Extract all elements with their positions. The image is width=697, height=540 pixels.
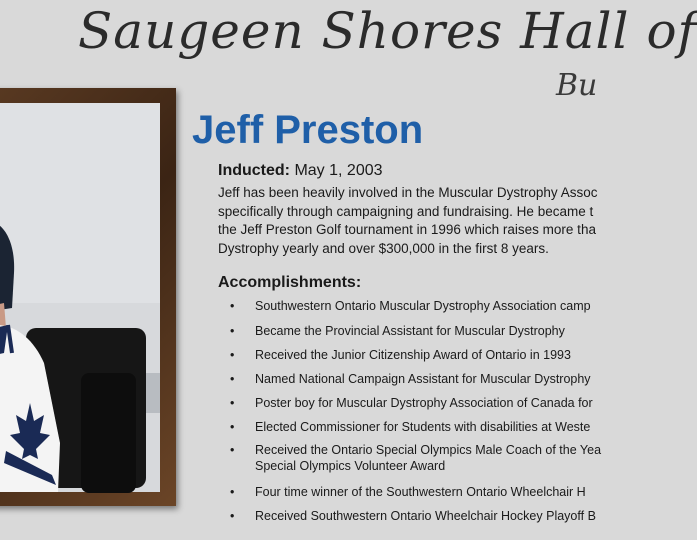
portrait-frame	[0, 88, 176, 506]
accomplishment-text: Received the Junior Citizenship Award of Ontario in 1993	[255, 348, 571, 362]
inducted-date-line	[218, 162, 383, 180]
bullet-icon: •	[230, 443, 235, 457]
accomplishment-item	[230, 395, 650, 419]
biography	[218, 184, 638, 258]
accomplishments-heading: Accomplishments:	[218, 274, 362, 291]
accomplishment-item	[230, 298, 650, 323]
bullet-icon: •	[230, 485, 235, 499]
accomplishment-text: Became the Provincial Assistant for Muscular Dystrophy	[255, 324, 565, 338]
bio-line: the Jeff Preston Golf tournament in 1996 which raises more tha	[218, 222, 596, 237]
hall-of-fame-title: Saugeen Shores Hall of	[78, 2, 697, 60]
category-subtitle: Bu	[556, 68, 598, 103]
accomplishment-text: Elected Commissioner for Students with disabilities at Weste	[255, 420, 591, 434]
accomplishment-text: Four time winner of the Southwestern Ontario Wheelchair H	[255, 485, 586, 499]
accomplishment-item	[230, 508, 650, 528]
accomplishment-item	[230, 442, 650, 484]
accomplishment-item	[230, 323, 650, 347]
accomplishment-item	[230, 347, 650, 371]
inductee-photo	[0, 103, 160, 492]
accomplishment-text: Special Olympics Volunteer Award	[255, 459, 446, 473]
bullet-icon: •	[230, 420, 235, 434]
bullet-icon: •	[230, 372, 235, 386]
accomplishment-text: Southwestern Ontario Muscular Dystrophy Association camp	[255, 299, 591, 313]
inducted-label: Inducted:	[218, 162, 290, 179]
bullet-icon: •	[230, 299, 235, 313]
accomplishment-text: Received the Ontario Special Olympics Male Coach of the Yea	[255, 443, 602, 457]
bio-line: Jeff has been heavily involved in the Muscular Dystrophy Assoc	[218, 185, 598, 200]
accomplishment-item	[230, 371, 650, 395]
bio-line: specifically through campaigning and fundraising. He became t	[218, 203, 594, 219]
inductee-name: Jeff Preston	[192, 108, 424, 152]
accomplishment-text: Named National Campaign Assistant for Muscular Dystrophy	[255, 372, 591, 386]
bullet-icon: •	[230, 348, 235, 362]
accomplishment-item	[230, 419, 650, 442]
bullet-icon: •	[230, 509, 235, 523]
inducted-date: May 1, 2003	[294, 162, 383, 179]
accomplishment-item	[230, 484, 650, 508]
accomplishment-text: Poster boy for Muscular Dystrophy Association of Canada for	[255, 396, 593, 410]
bio-line: Dystrophy yearly and over $300,000 in the first 8 years.	[218, 240, 549, 256]
accomplishments-list	[230, 298, 650, 528]
bullet-icon: •	[230, 324, 235, 338]
bullet-icon: •	[230, 396, 235, 410]
accomplishment-text: Received Southwestern Ontario Wheelchair Hockey Playoff B	[255, 509, 596, 523]
